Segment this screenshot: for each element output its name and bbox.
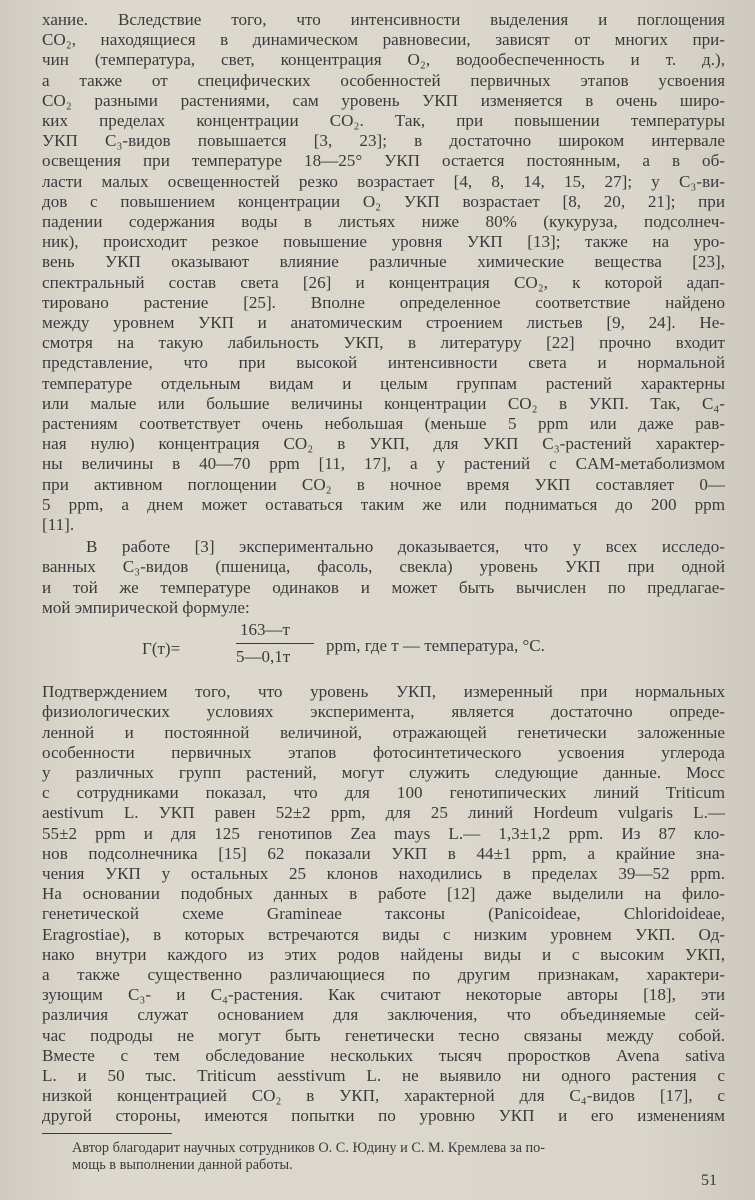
text-line: различия служат основанием для заключения, что объединяемые сей-	[42, 1005, 725, 1025]
text-line: ник), происходит резкое повышение уровня УКП [13]; также на уро-	[42, 232, 725, 252]
text-line: ласти малых освещенностей резко возрастает [4, 8, 14, 15, 27]; у C₃-ви-	[42, 171, 725, 191]
formula	[42, 620, 725, 678]
text-line: ких пределах концентрации CO₂. Так, при повышении температуры	[42, 111, 725, 131]
footnote-line: мощь в выполнении данной работы.	[72, 1156, 293, 1173]
fraction-bar	[236, 643, 314, 644]
paragraph-2	[42, 537, 725, 618]
text-line: ванных C₃-видов (пшеница, фасоль, свекла) уровень УКП при одной	[42, 557, 725, 577]
text-line: между уровнем УКП и анатомическим строением листьев [9, 24]. Не-	[42, 313, 725, 333]
text-line: освещения при температуре 18—25° УКП остается постоянным, а в об-	[42, 151, 725, 171]
text-line: другой стороны, имеются попытки по уровню УКП и его изменениям	[42, 1106, 725, 1126]
text-line: Eragrostiae), в которых встречаются виды с низким уровнем УКП. Од-	[42, 924, 725, 944]
text-line: особенности первичных этапов фотосинтетического усвоения углерода	[42, 742, 725, 762]
text-line: генетической схеме Gramineae таксоны (Panicoideae, Chloridoideae,	[42, 904, 725, 924]
paragraph-1	[42, 10, 725, 535]
text-line: ленной и постоянной величиной, отражающей генетически заложенные	[42, 722, 725, 742]
text-line: а также от специфических особенностей первичных этапов усвоения	[42, 70, 725, 90]
text-line: растениям соответствует очень небольшая (меньше 5 ppm или даже рав-	[42, 414, 725, 434]
formula-numerator: 163—т	[240, 620, 290, 640]
text-line: физиологических условиях эксперимента, является достаточно опреде-	[42, 702, 725, 722]
footnote-line: Автор благодарит научных сотрудников О. С. Юдину и С. М. Кремлева за по-	[72, 1139, 546, 1156]
text-line: при активном поглощении CO₂ в ночное время УКП составляет 0—	[42, 474, 725, 494]
text-line: ная нулю) концентрация CO₂ в УКП, для УКП C₃-растений характер-	[42, 434, 725, 454]
text-line: зующим C₃- и C₄-растения. Как считают некоторые авторы [18], эти	[42, 985, 725, 1005]
text-line: хание. Вследствие того, что интенсивности выделения и поглощения	[42, 10, 725, 29]
text-line: а также существенно различающиеся по другим признакам, характери-	[42, 964, 725, 984]
text-line: ны величины в 40—70 ppm [11, 17], а у растений с CAM-метаболизмом	[42, 454, 725, 474]
page-number: 51	[701, 1172, 717, 1189]
text-line: В работе [3] экспериментально доказывается, что у всех исследо-	[86, 537, 725, 557]
text-line: [11].	[42, 515, 75, 535]
text-line: тировано растение [25]. Вполне определенное соответствие найдено	[42, 292, 725, 312]
text-line: L. и 50 тыс. Triticum aesstivum L. не выявило ни одного растения с	[42, 1065, 725, 1085]
text-line: УКП C₃-видов повышается [3, 23]; в достаточно широком интервале	[42, 131, 725, 151]
text-line: у различных групп растений, могут служить следующие данные. Мосс	[42, 762, 725, 782]
text-line: Вместе с тем обследование нескольких тысяч проростков Avena sativa	[42, 1045, 725, 1065]
text-line: или малые или большие величины концентрации CO₂ в УКП. Так, C₄-	[42, 393, 725, 413]
text-line: с сотрудниками показал, что для 100 генотипических линий Triticum	[42, 783, 725, 803]
text-line: 55±2 ppm и для 125 генотипов Zea mays L.— 1,3±1,2 ppm. Из 87 кло-	[42, 823, 725, 843]
text-line: вень УКП оказывают влияние различные химические вещества [23],	[42, 252, 725, 272]
paragraph-3	[42, 682, 725, 1126]
text-line: и той же температуре одинаков и может быть вычислен по предлагае-	[42, 577, 725, 597]
text-line: На основании подобных данных в работе [12] даже выделили на фило-	[42, 884, 725, 904]
text-line: смотря на такую лабильность УКП, в литературу [22] прочно входит	[42, 333, 725, 353]
footnote	[42, 1140, 725, 1174]
text-line: aestivum L. УКП равен 52±2 ppm, для 25 линий Hordeum vulgaris L.—	[42, 803, 725, 823]
text-line: час подроды не могут быть генетически тесно связаны между собой.	[42, 1025, 725, 1045]
formula-denominator: 5—0,1т	[236, 647, 291, 667]
text-line: низкой концентрацией CO₂ в УКП, характерной для C₄-видов [17], с	[42, 1086, 725, 1106]
text-line: CO₂ разными растениями, сам уровень УКП изменяется в очень широ-	[42, 90, 725, 110]
text-line: чения УКП у остальных 25 клонов находились в пределах 39—52 ppm.	[42, 863, 725, 883]
text-line: дов с повышением концентрации O₂ УКП возрастает [8, 20, 21]; при	[42, 191, 725, 211]
text-line: нов подсолнечника [15] 62 показали УКП в 44±1 ppm, а крайние зна-	[42, 843, 725, 863]
formula-tail: ppm, где т — температура, °C.	[326, 636, 545, 656]
text-line: температуре отдельным видам и целым группам растений характерны	[42, 373, 725, 393]
formula-lhs: Γ(т)=	[142, 639, 181, 659]
text-line: 5 ppm, а днем может оставаться таким же или подниматься до 200 ppm	[42, 494, 725, 514]
text-line: спектральный состав света [26] и концентрация CO₂, к которой адап-	[42, 272, 725, 292]
text-line: мой эмпирической формуле:	[42, 597, 250, 617]
text-line: чин (температура, свет, концентрация O₂, водообеспеченность и т. д.),	[42, 50, 725, 70]
footnote-separator	[42, 1133, 172, 1134]
text-line: нако внутри каждого из этих родов найдены виды и с высоким УКП,	[42, 944, 725, 964]
text-line: CO₂, находящиеся в динамическом равновесии, зависят от многих при-	[42, 30, 725, 50]
text-line: представление, что при высокой интенсивности света и нормальной	[42, 353, 725, 373]
text-line: Подтверждением того, что уровень УКП, измеренный при нормальных	[42, 682, 725, 702]
text-line: падении содержания воды в листьях ниже 80% (кукуруза, подсолнеч-	[42, 212, 725, 232]
